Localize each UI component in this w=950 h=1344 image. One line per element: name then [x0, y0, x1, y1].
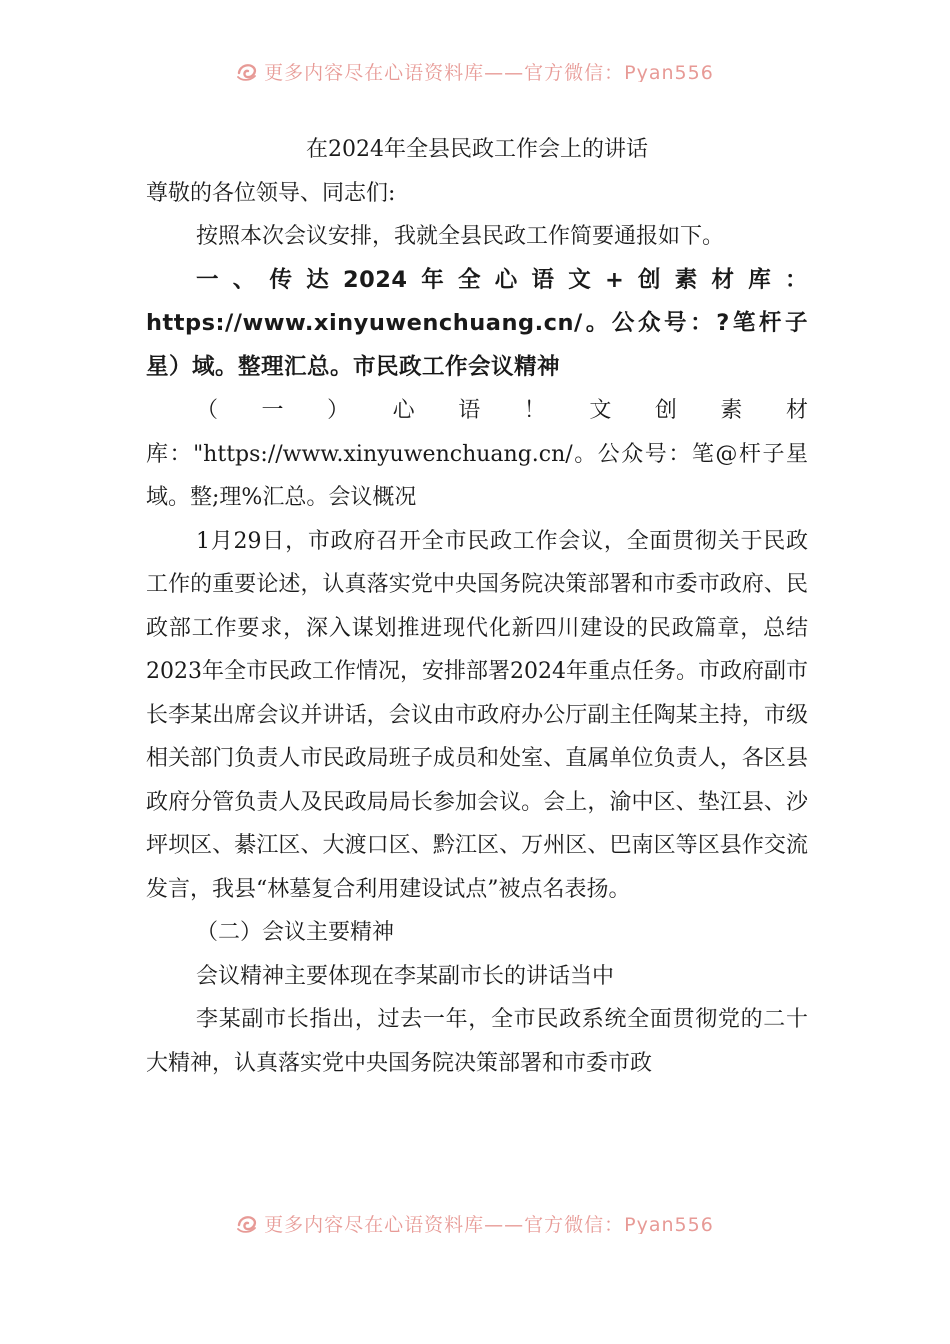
- watermark-text: 更多内容尽在心语资料库——官方微信：Pyan556: [264, 1214, 714, 1234]
- subsection-heading-2: （二）会议主要精神: [196, 920, 395, 945]
- body-paragraph-3: 李某副市长指出，过去一年，全市民政系统全面贯彻党的二十大精神，认真落实党中央国务院决策部署和市委市政: [146, 1007, 808, 1076]
- swirl-logo-icon: [236, 60, 258, 82]
- body-paragraph-2: 会议精神主要体现在李某副市长的讲话当中: [196, 963, 615, 989]
- watermark-header: [0, 58, 950, 82]
- watermark-footer: [0, 1210, 950, 1234]
- document-body: [146, 128, 808, 1085]
- body-paragraph-1: 1月29日，市政府召开全市民政工作会议，全面贯彻关于民政工作的重要论述，认真落实党中央国务院决策部署和市委市政府、民政部工作要求，深入谋划推进现代化新四川建设的民政篇章，总结2023年全市民政工作情况，安排部署2024年重点任务。市政府副市长李某出席会议并讲话，会议由市政府办公厅副主任陶某主持，市级相关部门负责人市民政局班子成员和处室、直属单位负责人，各区县政府分管负责人及民政局局长参加会议。会上，渝中区、垫江县、沙坪坝区、綦江区、大渡口区、黔江区、万州区、巴南区等区县作交流发言，我县“林墓复合利用建设试点”被点名表扬。: [146, 528, 808, 902]
- subsection-heading-1-text: （一）心语！文创素材库："https://www.xinyuwenchuang.cn/。公众号：笔@杆子星域。整;理%汇总。会议概况: [146, 398, 808, 510]
- watermark-text: 更多内容尽在心语资料库——官方微信：Pyan556: [264, 62, 714, 82]
- document-title: 在2024年全县民政工作会上的讲话: [306, 137, 648, 162]
- swirl-logo-icon: [236, 1212, 258, 1234]
- intro-paragraph: 按照本次会议安排，我就全县民政工作简要通报如下。: [196, 224, 725, 249]
- salutation: 尊敬的各位领导、同志们:: [146, 180, 396, 206]
- subsection-heading-1: [146, 389, 808, 520]
- section-heading-1: 一、传达2024年全心语文+创素材库：https://www.xinyuwenchuang.cn/。公众号：?笔杆子星）域。整理汇总。市民政工作会议精神: [146, 266, 808, 380]
